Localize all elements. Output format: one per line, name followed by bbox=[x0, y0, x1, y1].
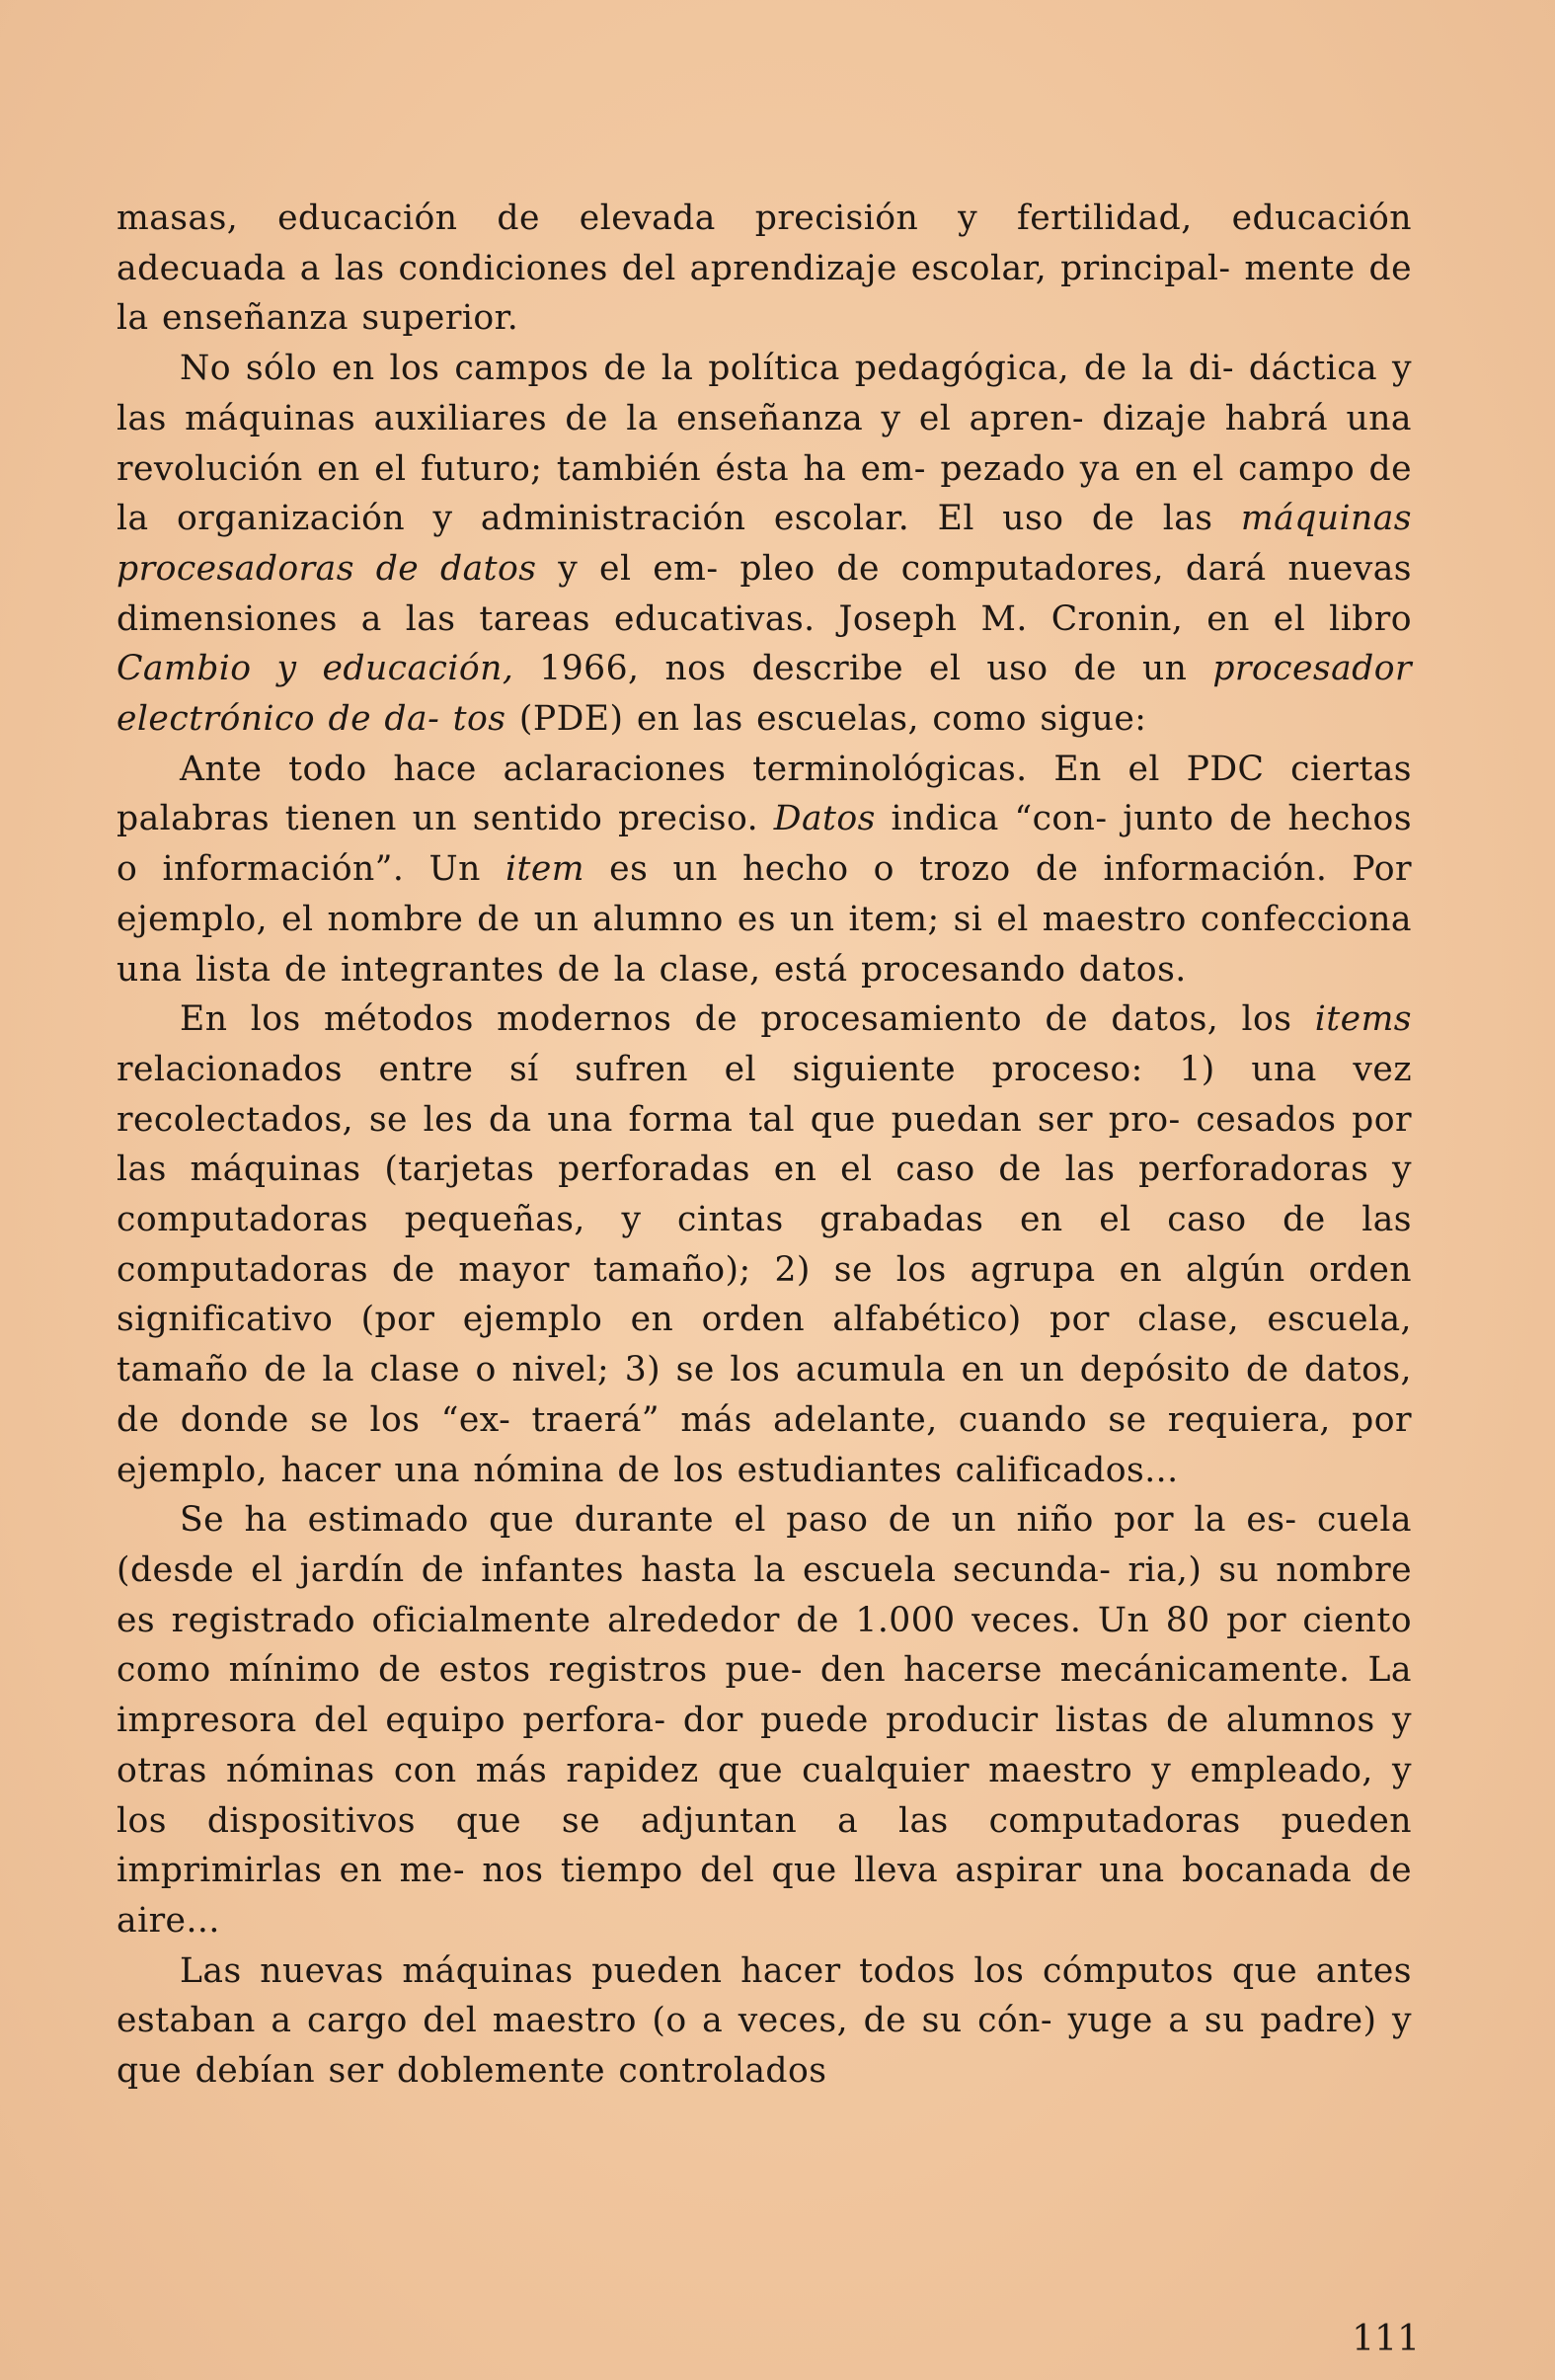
paragraph bbox=[117, 994, 1412, 1495]
text-run: (PDE) en las escuelas, como sigue: bbox=[505, 699, 1147, 740]
text-run: masas, educación de elevada precisión y fertilidad, educación adecuada a las condiciones del aprendizaje escolar, principal- mente de la enseñanza superior. bbox=[117, 198, 1412, 339]
italic-text: Datos bbox=[773, 799, 876, 839]
text-run: indica “con- junto de hechos o información”. Un bbox=[117, 799, 1413, 890]
text-run: En los métodos modernos de procesamiento de datos, los bbox=[180, 999, 1315, 1040]
paragraph bbox=[117, 1495, 1412, 1945]
text-run: y el em- pleo de computadores, dará nuevas dimensiones a las tareas educativas. Joseph M. Cronin, en el libro bbox=[117, 548, 1412, 639]
italic-text: item bbox=[505, 849, 585, 890]
text-run: relacionados entre sí sufren el siguiente proceso: 1) una vez recolectados, se les da una forma tal que puedan ser pro- cesados por las máquinas (tarjetas perforadas en el caso de las perforadoras y computadoras pequeñas, y cintas grabadas en el caso de las computadoras de mayor tamaño); 2) se los agrupa en algún orden significativo (por ejemplo en orden alfabético) por clase, escuela, tamaño de la clase o nivel; 3) se los acumula en un depósito de datos, de donde se los “ex- traerá” más adelante, cuando se requiera, por ejemplo, hacer una nómina de los estudiantes calificados... bbox=[117, 1049, 1412, 1490]
paragraph bbox=[117, 1946, 1412, 2097]
text-run: Ante todo hace aclaraciones terminológicas. En el PDC ciertas palabras tienen un sentido preciso. bbox=[117, 749, 1412, 839]
text-run: No sólo en los campos de la política pedagógica, de la di- dáctica y las máquinas auxiliares de la enseñanza y el apren- dizaje habrá una revolución en el futuro; también ésta ha em- pezado ya en el campo de la organización y administración escolar. El uso de las bbox=[117, 349, 1412, 539]
text-run: Se ha estimado que durante el paso de un niño por la es- cuela (desde el jardín de infantes hasta la escuela secunda- ria,) su nombre es registrado oficialmente alrededor de 1.000 veces. Un 80 por ciento como mínimo de estos registros pue- den hacerse mecánicamente. La impresora del equipo perfora- dor puede producir listas de alumnos y otras nóminas con más rapidez que cualquier maestro y empleado, y los dispositivos que se adjuntan a las computadoras pueden imprimirlas en me- nos tiempo del que lleva aspirar una bocanada de aire... bbox=[117, 1500, 1412, 1941]
page-body bbox=[117, 194, 1412, 2267]
paragraph bbox=[117, 194, 1412, 344]
text-run: es un hecho o trozo de información. Por ejemplo, el nombre de un alumno es un item; si el maestro confecciona una lista de integrantes de la clase, está procesando datos. bbox=[117, 849, 1412, 990]
italic-text: items bbox=[1314, 999, 1412, 1040]
paragraph bbox=[117, 344, 1412, 745]
italic-text: máquinas procesadoras de datos bbox=[117, 499, 1412, 589]
italic-text: Cambio y educación, bbox=[117, 649, 514, 689]
page-number: 111 bbox=[1352, 2319, 1420, 2359]
paragraph bbox=[117, 745, 1412, 995]
text-run: 1966, nos describe el uso de un bbox=[513, 649, 1213, 689]
italic-text: procesador electrónico de da- tos bbox=[117, 649, 1412, 740]
text-run: Las nuevas máquinas pueden hacer todos los cómputos que antes estaban a cargo del maestro (o a veces, de su cón- yuge a su padre) y que debían ser doblemente controlados bbox=[117, 1950, 1412, 2092]
